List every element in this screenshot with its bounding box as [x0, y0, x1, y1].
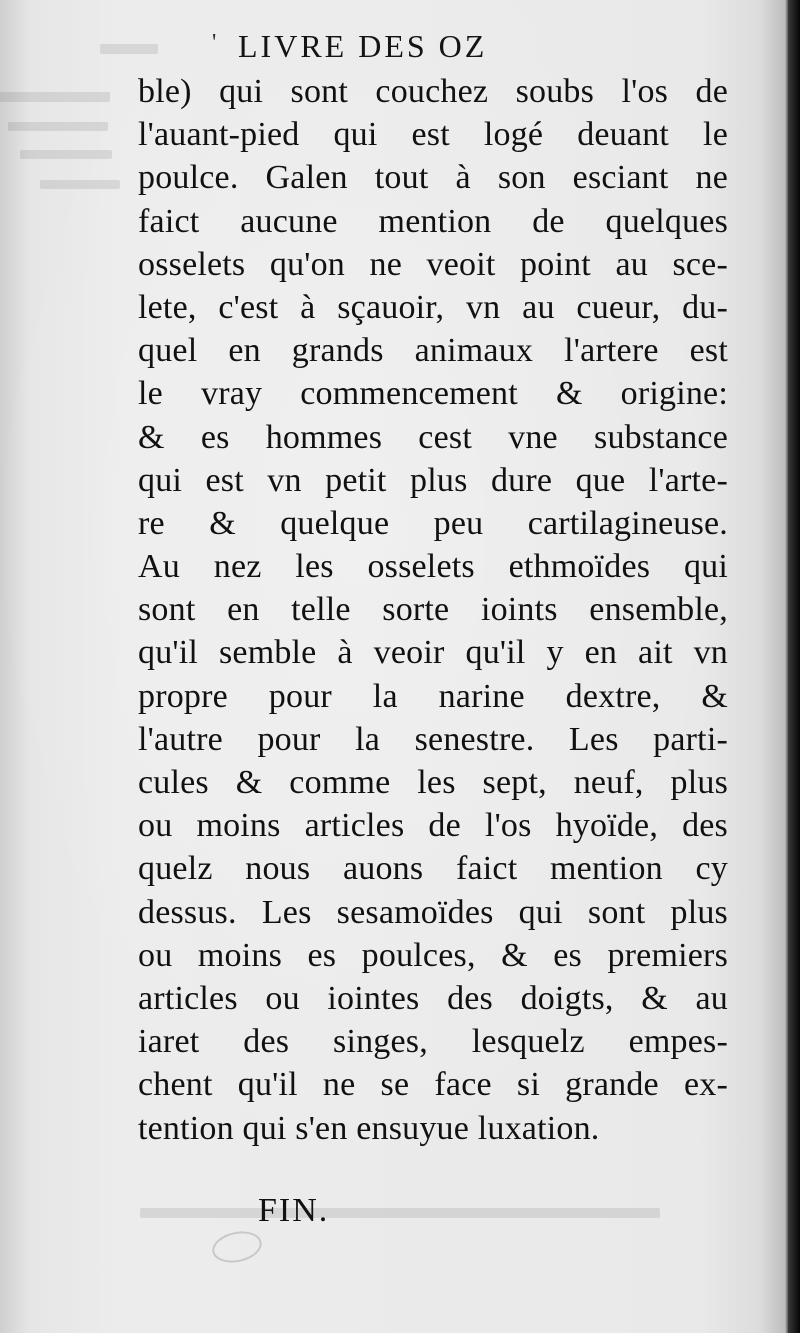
text-line: le vray commencement & origine:: [138, 375, 728, 413]
text-line: articles ou iointes des doigts, & au: [138, 979, 728, 1017]
text-line: l'auant-pied qui est logé deuant le: [138, 116, 728, 154]
text-line: faict aucune mention de quelques: [138, 202, 728, 240]
text-line: ble) qui sont couchez soubs l'os de: [138, 73, 728, 110]
text-line: qui est vn petit plus dure que l'arte-: [138, 461, 728, 499]
text-line: sont en telle sorte ioints ensemble,: [138, 591, 728, 629]
text-line: Au nez les osselets ethmoïdes qui: [138, 548, 728, 586]
bleed-through-mark: [8, 122, 108, 131]
text-line: tention qui s'en ensuyue luxation.: [138, 1109, 600, 1147]
text-line: ou moins articles de l'os hyoïde, des: [138, 807, 728, 845]
bleed-through-mark: [0, 92, 110, 102]
bleed-through-mark: [100, 44, 158, 54]
text-line: dessus. Les sesamoïdes qui sont plus: [138, 893, 728, 931]
bleed-through-mark: [140, 1208, 660, 1218]
binding-edge: [788, 0, 800, 1333]
text-line: iaret des singes, lesquelz empes-: [138, 1023, 728, 1061]
running-head: LIVRE DES OZ: [238, 28, 488, 64]
text-line: chent qu'il ne se face si grande ex-: [138, 1066, 728, 1104]
text-line: qu'il semble à veoir qu'il y en ait vn: [138, 634, 728, 672]
text-line: cules & comme les sept, neuf, plus: [138, 764, 728, 801]
text-line: & es hommes cest vne substance: [138, 418, 728, 456]
text-line: quelz nous auons faict mention cy: [138, 850, 728, 888]
body-text: [138, 70, 728, 1150]
text-line: ou moins es poulces, & es premiers: [138, 936, 728, 974]
ink-smudge: [209, 1227, 264, 1267]
head-mark: ': [212, 30, 217, 56]
bleed-through-mark: [40, 180, 120, 189]
text-line: lete, c'est à sçauoir, vn au cueur, du-: [138, 288, 728, 326]
text-line: poulce. Galen tout à son esciant ne: [138, 159, 728, 197]
text-line: l'autre pour la senestre. Les parti-: [138, 720, 728, 758]
closing-word: FIN.: [258, 1192, 330, 1229]
bleed-through-mark: [20, 150, 112, 159]
text-line: osselets qu'on ne veoit point au sce-: [138, 245, 728, 283]
text-line: propre pour la narine dextre, &: [138, 677, 728, 715]
text-line: re & quelque peu cartilagineuse.: [138, 504, 728, 542]
text-line: quel en grands animaux l'artere est: [138, 332, 728, 370]
